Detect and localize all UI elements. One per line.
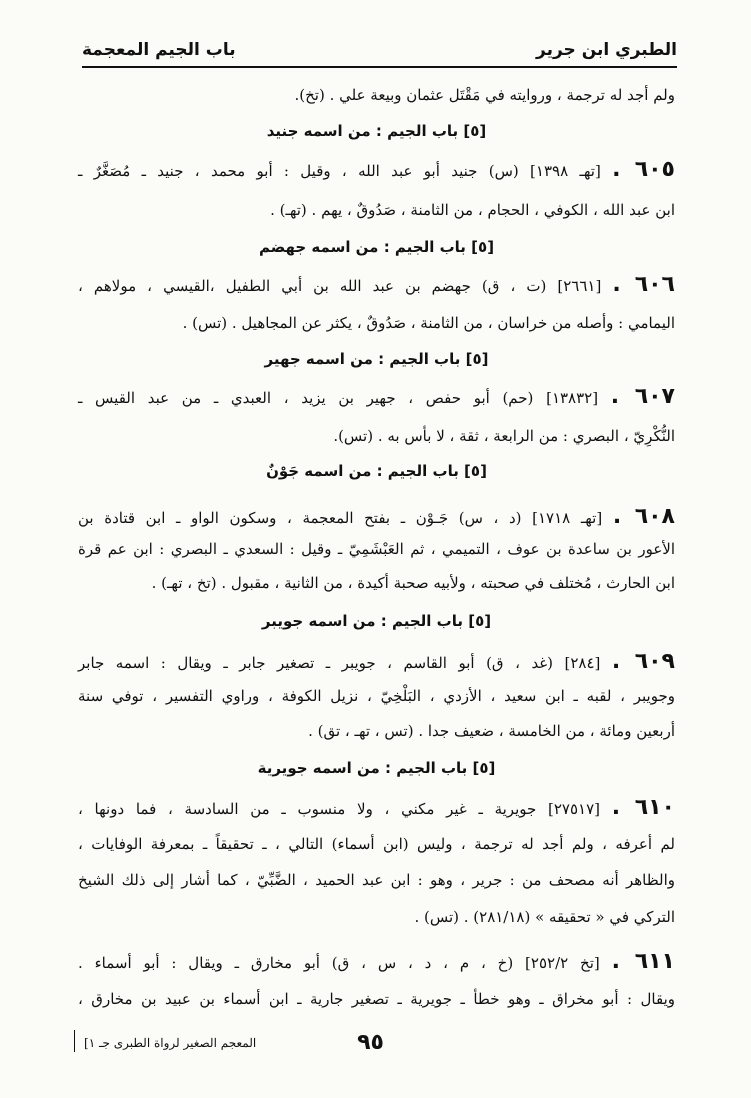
- page-number: ٩٥: [357, 1030, 384, 1055]
- entry-text: [١٣٨٣٢] (حم) أبو حفص ، جهير بن يزيد ، العبدي ـ من عبد القيس ـ: [78, 389, 599, 407]
- entry-number: ٦١١ .: [611, 949, 675, 974]
- header-chapter-title: باب الجيم المعجمة: [82, 40, 236, 60]
- entry-text: [تخ ٢٥٢/٢] (خ ، م ، د ، س ، ق) أبو مخارق ـ ويقال : أبو أسماء .: [78, 954, 600, 972]
- entry-line: [78, 949, 675, 974]
- entry-line: اليمامي : وأصله من خراسان ، من الثامنة ، صَدُوقٌ ، يكثر عن المجاهيل . (تس) .: [182, 314, 675, 332]
- entry-line: [78, 795, 675, 820]
- entry-number: ٦٠٨ .: [612, 504, 675, 529]
- entry-line: أربعين ومائة ، من الخامسة ، ضعيف جدا . (تس ، تهـ ، تق) .: [308, 722, 675, 740]
- section-heading: [٥] باب الجيم : من اسمه جويرية: [257, 759, 496, 777]
- entry-line: [78, 272, 675, 297]
- intro-line: ولم أجد له ترجمة ، وروايته في مَقْتَل عثمان وبيعة علي . (تخ).: [294, 86, 675, 104]
- entry-line: لم أعرفه ، ولم أجد له ترجمة ، وليس (ابن أسماء) التالي ، ـ تحقيقاً ـ بمعرفة الوفايات ،: [78, 835, 675, 853]
- entry-line: الأعور بن ساعدة بن عوف ، التميمي ، ثم العَبْشَمِيّ ـ وقيل : السعدي ـ البصري : ابن عم قرة: [78, 540, 675, 558]
- entry-line: [78, 384, 675, 409]
- running-header: [82, 30, 677, 68]
- entry-number: ٦٠٩ .: [611, 649, 675, 674]
- entry-number: ٦٠٥ .: [612, 157, 675, 182]
- entry-number: ٦٠٧ .: [610, 384, 675, 409]
- entry-line: [78, 504, 675, 529]
- footer-source: المعجم الصغير لرواة الطبرى جـ ١]: [84, 1036, 257, 1050]
- entry-line: ويقال : أبو مخراق ـ وهو خطأ ـ جويرية ـ تصغير جارية ـ ابن أسماء بن عبيد بن مخارق ،: [78, 990, 675, 1008]
- section-heading: [٥] باب الجيم : من اسمه جهير: [264, 350, 489, 368]
- page-footer: [60, 1030, 681, 1070]
- entry-line: ابن الحارث ، مُختلف في صحبته ، ولأبيه صحبة أكيدة ، من الثانية ، مقبول . (تخ ، تهـ) .: [151, 574, 675, 592]
- section-heading: [٥] باب الجيم : من اسمه جنيد: [266, 122, 487, 140]
- entry-line: والظاهر أنه مصحف من : جرير ، وهو : ابن عبد الحميد ، الضَّبِّيّ ، كما أشار إلى ذلك الشيخ: [78, 871, 675, 889]
- entry-text: [تهـ ١٧١٨] (د ، س) جَـوْن ـ بفتح المعجمة ، وسكون الواو ـ ابن قتادة بن: [78, 509, 603, 527]
- entry-text: [تهـ ١٣٩٨] (س) جنيد أبو عبد الله ، وقيل : أبو محمد ، جنيد ـ مُصَغَّرٌ ـ: [78, 162, 601, 180]
- header-book-title: الطبري ابن جرير: [536, 40, 677, 60]
- entry-line: [78, 157, 675, 182]
- entry-text: [٢٧٥١٧] جويرية ـ غير مكني ، ولا منسوب ـ من السادسة ، فما دونها ،: [78, 800, 601, 818]
- entry-line: ابن عبد الله ، الكوفي ، الحجام ، من الثامنة ، صَدُوقٌ ، يهم . (تهـ) .: [270, 201, 675, 219]
- entry-number: ٦٠٦ .: [612, 272, 675, 297]
- section-heading: [٥] باب الجيم : من اسمه جهضم: [258, 238, 495, 256]
- entry-text: [٢٦٦١] (ت ، ق) جهضم بن عبد الله بن أبي الطفيل ،القيسي ، مولاهم ،: [78, 277, 602, 295]
- entry-line: وجويبر ، لقبه ـ ابن سعيد ، الأزدي ، البَلْخِيّ ، نزيل الكوفة ، وراوي التفسير ، توفي سنة: [78, 687, 675, 705]
- entry-line: [78, 649, 675, 674]
- section-heading: [٥] باب الجيم : من اسمه جويبر: [261, 612, 492, 630]
- entry-line: التركي في « تحقيقه » (٢٨١/١٨) . (تس) .: [414, 908, 675, 926]
- entry-line: النُّكْرِيّ ، البصري : من الرابعة ، ثقة ، لا بأس به . (تس).: [333, 427, 675, 445]
- footer-bracket-mark: [74, 1030, 75, 1052]
- section-heading: [٥] باب الجيم : من اسمه جَوْنٌ: [266, 462, 487, 480]
- entry-number: ٦١٠ .: [611, 795, 675, 820]
- entry-text: [٢٨٤] (غد ، ق) أبو القاسم ، جويبر ـ تصغير جابر ـ ويقال : اسمه جابر: [78, 654, 601, 672]
